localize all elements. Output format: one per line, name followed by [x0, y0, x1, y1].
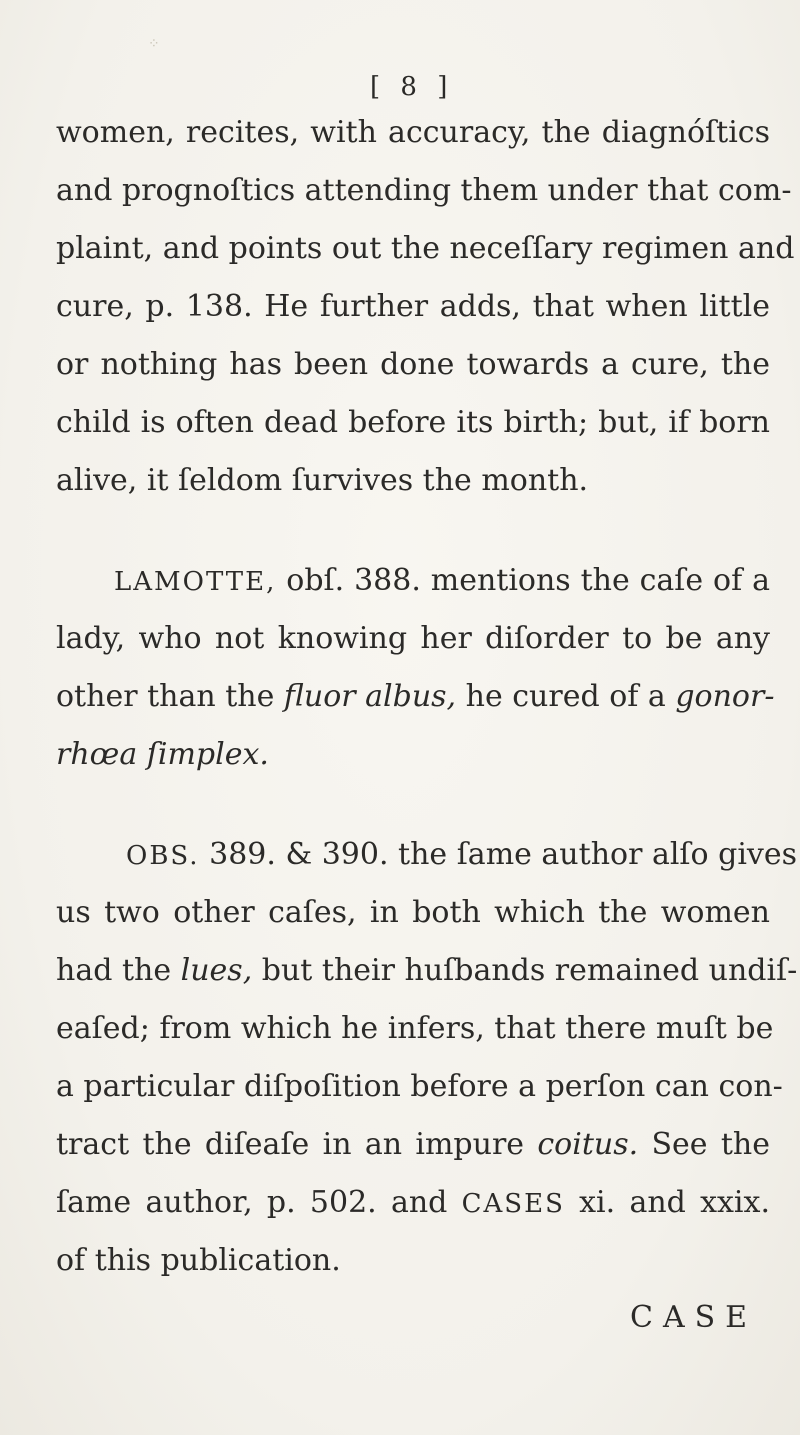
- text-line: lady, who not knowing her diſorder to be any: [56, 621, 770, 656]
- text-fragment: but their huſbands remained undiſ-: [261, 953, 798, 988]
- text-line: [56, 826, 798, 884]
- text-line: alive, it ſeldom ſurvives the month.: [56, 463, 589, 498]
- body-text: [56, 104, 798, 1290]
- ink-speck-decoration: ⁘: [148, 36, 160, 52]
- text-fragment: 389. & 390. the ſame author alſo gives: [209, 837, 798, 872]
- text-line: [56, 1174, 770, 1232]
- text-line: [56, 668, 775, 726]
- cases-label: CASES: [461, 1189, 565, 1219]
- italic-term: gonor-: [675, 679, 775, 714]
- text-line: [56, 726, 770, 784]
- text-fragment: had the: [56, 953, 172, 988]
- paragraph-gap: [56, 784, 770, 826]
- author-name: LAMOTTE,: [114, 567, 277, 597]
- italic-term: coitus.: [537, 1127, 639, 1162]
- text-line: child is often dead before its birth; but, if born: [56, 405, 770, 440]
- text-fragment: tract the diſeaſe in an impure: [56, 1127, 525, 1162]
- italic-term: rhœa ſimplex.: [56, 737, 269, 772]
- text-fragment: See the: [651, 1127, 770, 1162]
- text-fragment: xi. and xxix.: [579, 1185, 770, 1220]
- text-line: women, recites, with accuracy, the diagnóſtics: [56, 115, 770, 150]
- text-line: plaint, and points out the neceſſary regimen and: [56, 231, 795, 266]
- text-line: a particular diſpoſition before a perſon can con-: [56, 1069, 783, 1104]
- paragraph-1: [56, 104, 795, 510]
- text-line: [56, 1116, 770, 1174]
- italic-term: lues,: [180, 953, 253, 988]
- text-fragment: obſ. 388. mentions the caſe of a: [286, 563, 770, 598]
- text-line: and prognoſtics attending them under that com-: [56, 173, 792, 208]
- text-line: eaſed; from which he infers, that there muſt be: [56, 1011, 774, 1046]
- page-number: [ 8 ]: [370, 72, 454, 102]
- text-line: or nothing has been done towards a cure, the: [56, 347, 770, 382]
- paragraph-2: [56, 552, 775, 784]
- paragraph-gap: [56, 510, 770, 552]
- catchword: CASE: [630, 1300, 758, 1335]
- text-fragment: other than the: [56, 679, 275, 714]
- text-fragment: he cured of a: [465, 679, 666, 714]
- text-fragment: ſame author, p. 502. and: [56, 1185, 448, 1220]
- text-line: [56, 942, 798, 1000]
- paragraph-3: [56, 826, 798, 1290]
- text-line: [56, 552, 770, 610]
- italic-term: fluor albus,: [283, 679, 457, 714]
- text-line: of this publication.: [56, 1243, 341, 1278]
- text-line: us two other caſes, in both which the women: [56, 895, 770, 930]
- text-line: cure, p. 138. He further adds, that when little: [56, 289, 770, 324]
- obs-label: OBS.: [126, 841, 200, 871]
